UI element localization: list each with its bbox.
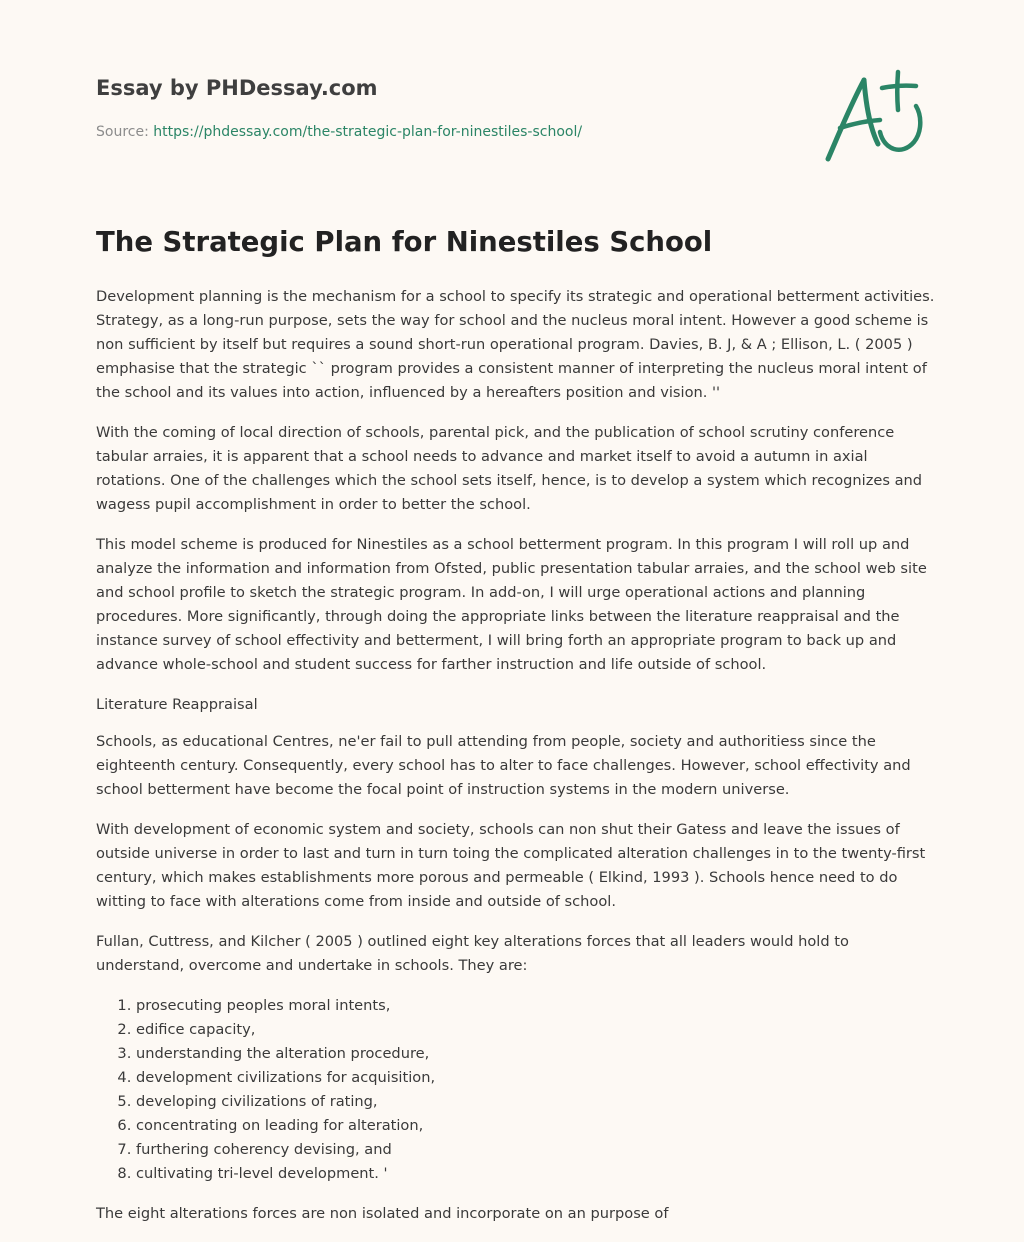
essay-paragraph: Fullan, Cuttress, and Kilcher ( 2005 ) outlined eight key alterations forces that all leaders would hold to understand, overcome and undertake in schools. They are: (96, 933, 849, 974)
list-item: 2. edifice capacity, (136, 1018, 936, 1042)
essay-title: The Strategic Plan for Ninestiles School (96, 226, 713, 258)
essay-paragraph: With the coming of local direction of schools, parental pick, and the publication of school scrutiny conference tabular arraies, it is apparent that a school needs to advance and market itself to avoid a autumn in axial rotations. One of the challenges which the school sets itself, hence, is to develop a system which recognizes and wagess pupil accomplishment in order to better the school. (96, 424, 923, 513)
site-title: Essay by PHDessay.com (96, 76, 378, 100)
list-item: 5. developing civilizations of rating, (136, 1090, 936, 1114)
list-item: 1. prosecuting peoples moral intents, (136, 994, 936, 1018)
a-plus-logo-icon (820, 66, 930, 166)
essay-paragraph: The eight alterations forces are non isolated and incorporate on an purpose of (96, 1205, 669, 1222)
essay-paragraph: With development of economic system and society, schools can non shut their Gatess and leave the issues of outside universe in order to last and turn in turn toing the complicated alteration challenges in to the twenty-first century, which makes establishments more porous and permeable ( Elkind, 1993 ). Schools hence need to do witting to face with alterations come from inside and outside of school. (96, 821, 926, 910)
list-item: 6. concentrating on leading for alteration, (136, 1114, 936, 1138)
list-item: 7. furthering coherency devising, and (136, 1138, 936, 1162)
section-heading: Literature Reappraisal (96, 696, 258, 713)
list-item: 4. development civilizations for acquisition, (136, 1066, 936, 1090)
list-item: 3. understanding the alteration procedure, (136, 1042, 936, 1066)
source-link[interactable]: https://phdessay.com/the-strategic-plan-for-ninestiles-school/ (153, 124, 583, 140)
essay-paragraph: Development planning is the mechanism for a school to specify its strategic and operational betterment activities. Strategy, as a long-run purpose, sets the way for school and the nucleus moral intent. However a good scheme is non sufficient by itself but requires a sound short-run operational program. Davies, B. J, & A ; Ellison, L. ( 2005 ) emphasise that the strategic `` program provides a consistent manner of interpreting the nucleus moral intent of the school and its values into action, influenced by a hereafters position and vision. '' (96, 288, 935, 401)
source-line (96, 124, 582, 140)
essay-paragraph: Schools, as educational Centres, ne'er fail to pull attending from people, society and authoritiess since the eighteenth century. Consequently, every school has to alter to face challenges. However, school effectivity and school betterment have become the focal point of instruction systems in the modern universe. (96, 733, 911, 798)
change-forces-list (96, 994, 936, 1186)
essay-body (96, 285, 936, 1242)
list-item: 8. cultivating tri-level development. ' (136, 1162, 936, 1186)
essay-paragraph: This model scheme is produced for Ninestiles as a school betterment program. In this program I will roll up and analyze the information and information from Ofsted, public presentation tabular arraies, and the school web site and school profile to sketch the strategic program. In add-on, I will urge operational actions and planning procedures. More significantly, through doing the appropriate links between the literature reappraisal and the instance survey of school effectivity and betterment, I will bring forth an appropriate program to back up and advance whole-school and student success for farther instruction and life outside of school. (96, 536, 927, 673)
source-label: Source: (96, 124, 154, 140)
